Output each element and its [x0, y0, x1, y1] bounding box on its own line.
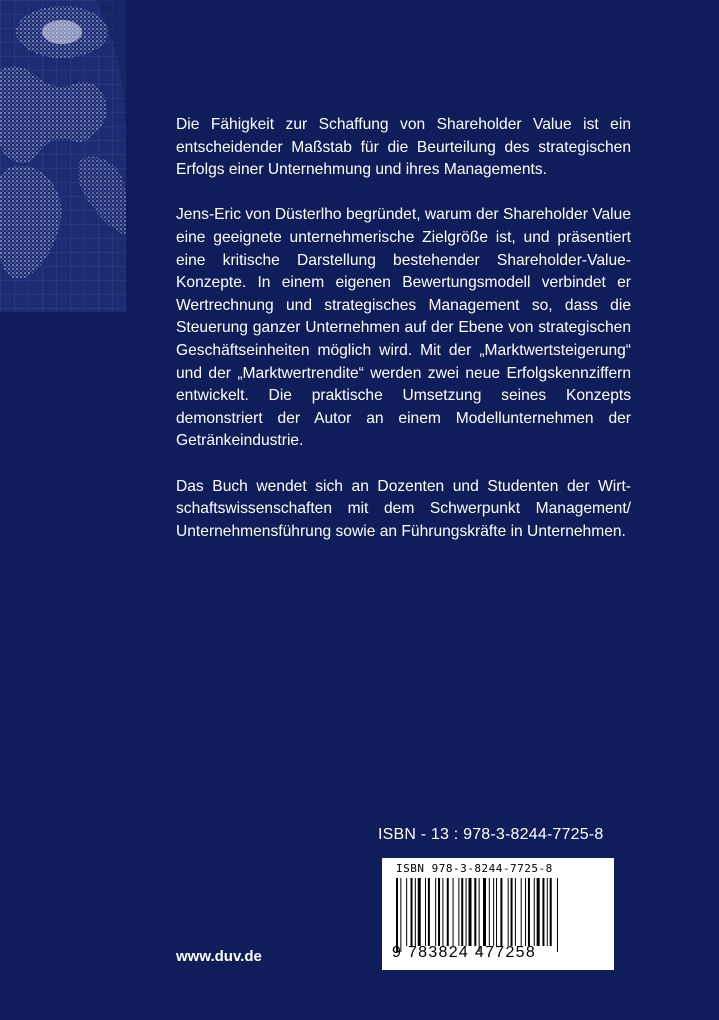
- barcode-bar: [525, 878, 526, 946]
- barcode-bar: [534, 878, 535, 946]
- barcode-bar: [479, 878, 480, 952]
- barcode-bar: [528, 878, 530, 946]
- barcode-bar: [418, 878, 421, 946]
- barcode-bar: [537, 878, 540, 946]
- barcode-bar: [550, 878, 552, 946]
- barcode-bar: [438, 878, 440, 946]
- barcode-bar: [496, 878, 497, 946]
- barcode-bar: [474, 878, 476, 946]
- barcode-bar: [396, 878, 398, 952]
- barcode-bar: [489, 878, 490, 946]
- blurb-paragraph-2: Jens-Eric von Düsterlho begründet, warum der Shareholder Value eine geeignete unternehmerische Zielgröße ist, und präsentiert eine kritische Darstellung bestehender Shareholder-Value-Konzepte. In einem eigenen Bewertungsmodell verbindet er Wertrechnung und strategisches Management so, dass die Steuerung ganzer Unternehmen auf der Ebene von strategischen Geschäftseinheiten möglich wird. Mit der „Marktwertsteigerung“ und der „Marktwertrendite“ werden zwei neue Erfolgskennziffern entwickelt. Die praktische Umsetzung seines Konzepts demonstriert der Autor an einem Modellunternehmen der Getränkeindustrie.: [176, 206, 631, 450]
- barcode-bar: [542, 878, 544, 946]
- isbn-barcode: [382, 858, 614, 970]
- globe-image: [0, 0, 126, 312]
- barcode-bar: [557, 878, 558, 952]
- barcode-bar: [493, 878, 494, 946]
- barcode-digits: 9 783824 477258: [392, 944, 537, 961]
- back-cover-blurb: [176, 114, 631, 566]
- barcode-bar: [508, 878, 509, 946]
- barcode-bar: [442, 878, 443, 946]
- barcode-bar: [428, 878, 430, 946]
- barcode-bar: [435, 878, 436, 946]
- barcode-bar: [425, 878, 426, 946]
- barcode-bar: [415, 878, 416, 946]
- barcode-bar: [500, 878, 502, 946]
- barcode-bar: [511, 878, 513, 946]
- barcode-bar: [453, 878, 454, 946]
- isbn-label: ISBN - 13 : 978-3-8244-7725-8: [378, 826, 604, 843]
- barcode-caption: ISBN 978-3-8244-7725-8: [396, 862, 553, 875]
- barcode-bar: [411, 878, 413, 946]
- barcode-bar: [469, 878, 472, 946]
- barcode-bar: [466, 878, 467, 946]
- blurb-paragraph-1: Die Fähigkeit zur Schaffung von Shareholder Value ist ein entscheidender Maßstab für die Beurteilung des strategischen Erfolgs einer Unternehmung und ihres Managements.: [176, 116, 631, 179]
- publisher-website: www.duv.de: [176, 948, 262, 965]
- barcode-bar: [515, 878, 516, 946]
- barcode-bar: [461, 878, 463, 946]
- barcode-bar: [406, 878, 407, 946]
- barcode-bar: [400, 878, 401, 952]
- blurb-paragraph-3: Das Buch wendet sich an Dozenten und Studenten der Wirtschaftswissenschaften mit dem Schwerpunkt Management/ Unternehmensführung sowie an Führungskräfte in Unternehmen.: [176, 477, 631, 540]
- barcode-bar: [447, 878, 449, 946]
- barcode-bar: [547, 878, 548, 946]
- barcode-bar: [483, 878, 486, 946]
- barcode-bar: [521, 878, 522, 946]
- barcode-bar: [458, 878, 459, 946]
